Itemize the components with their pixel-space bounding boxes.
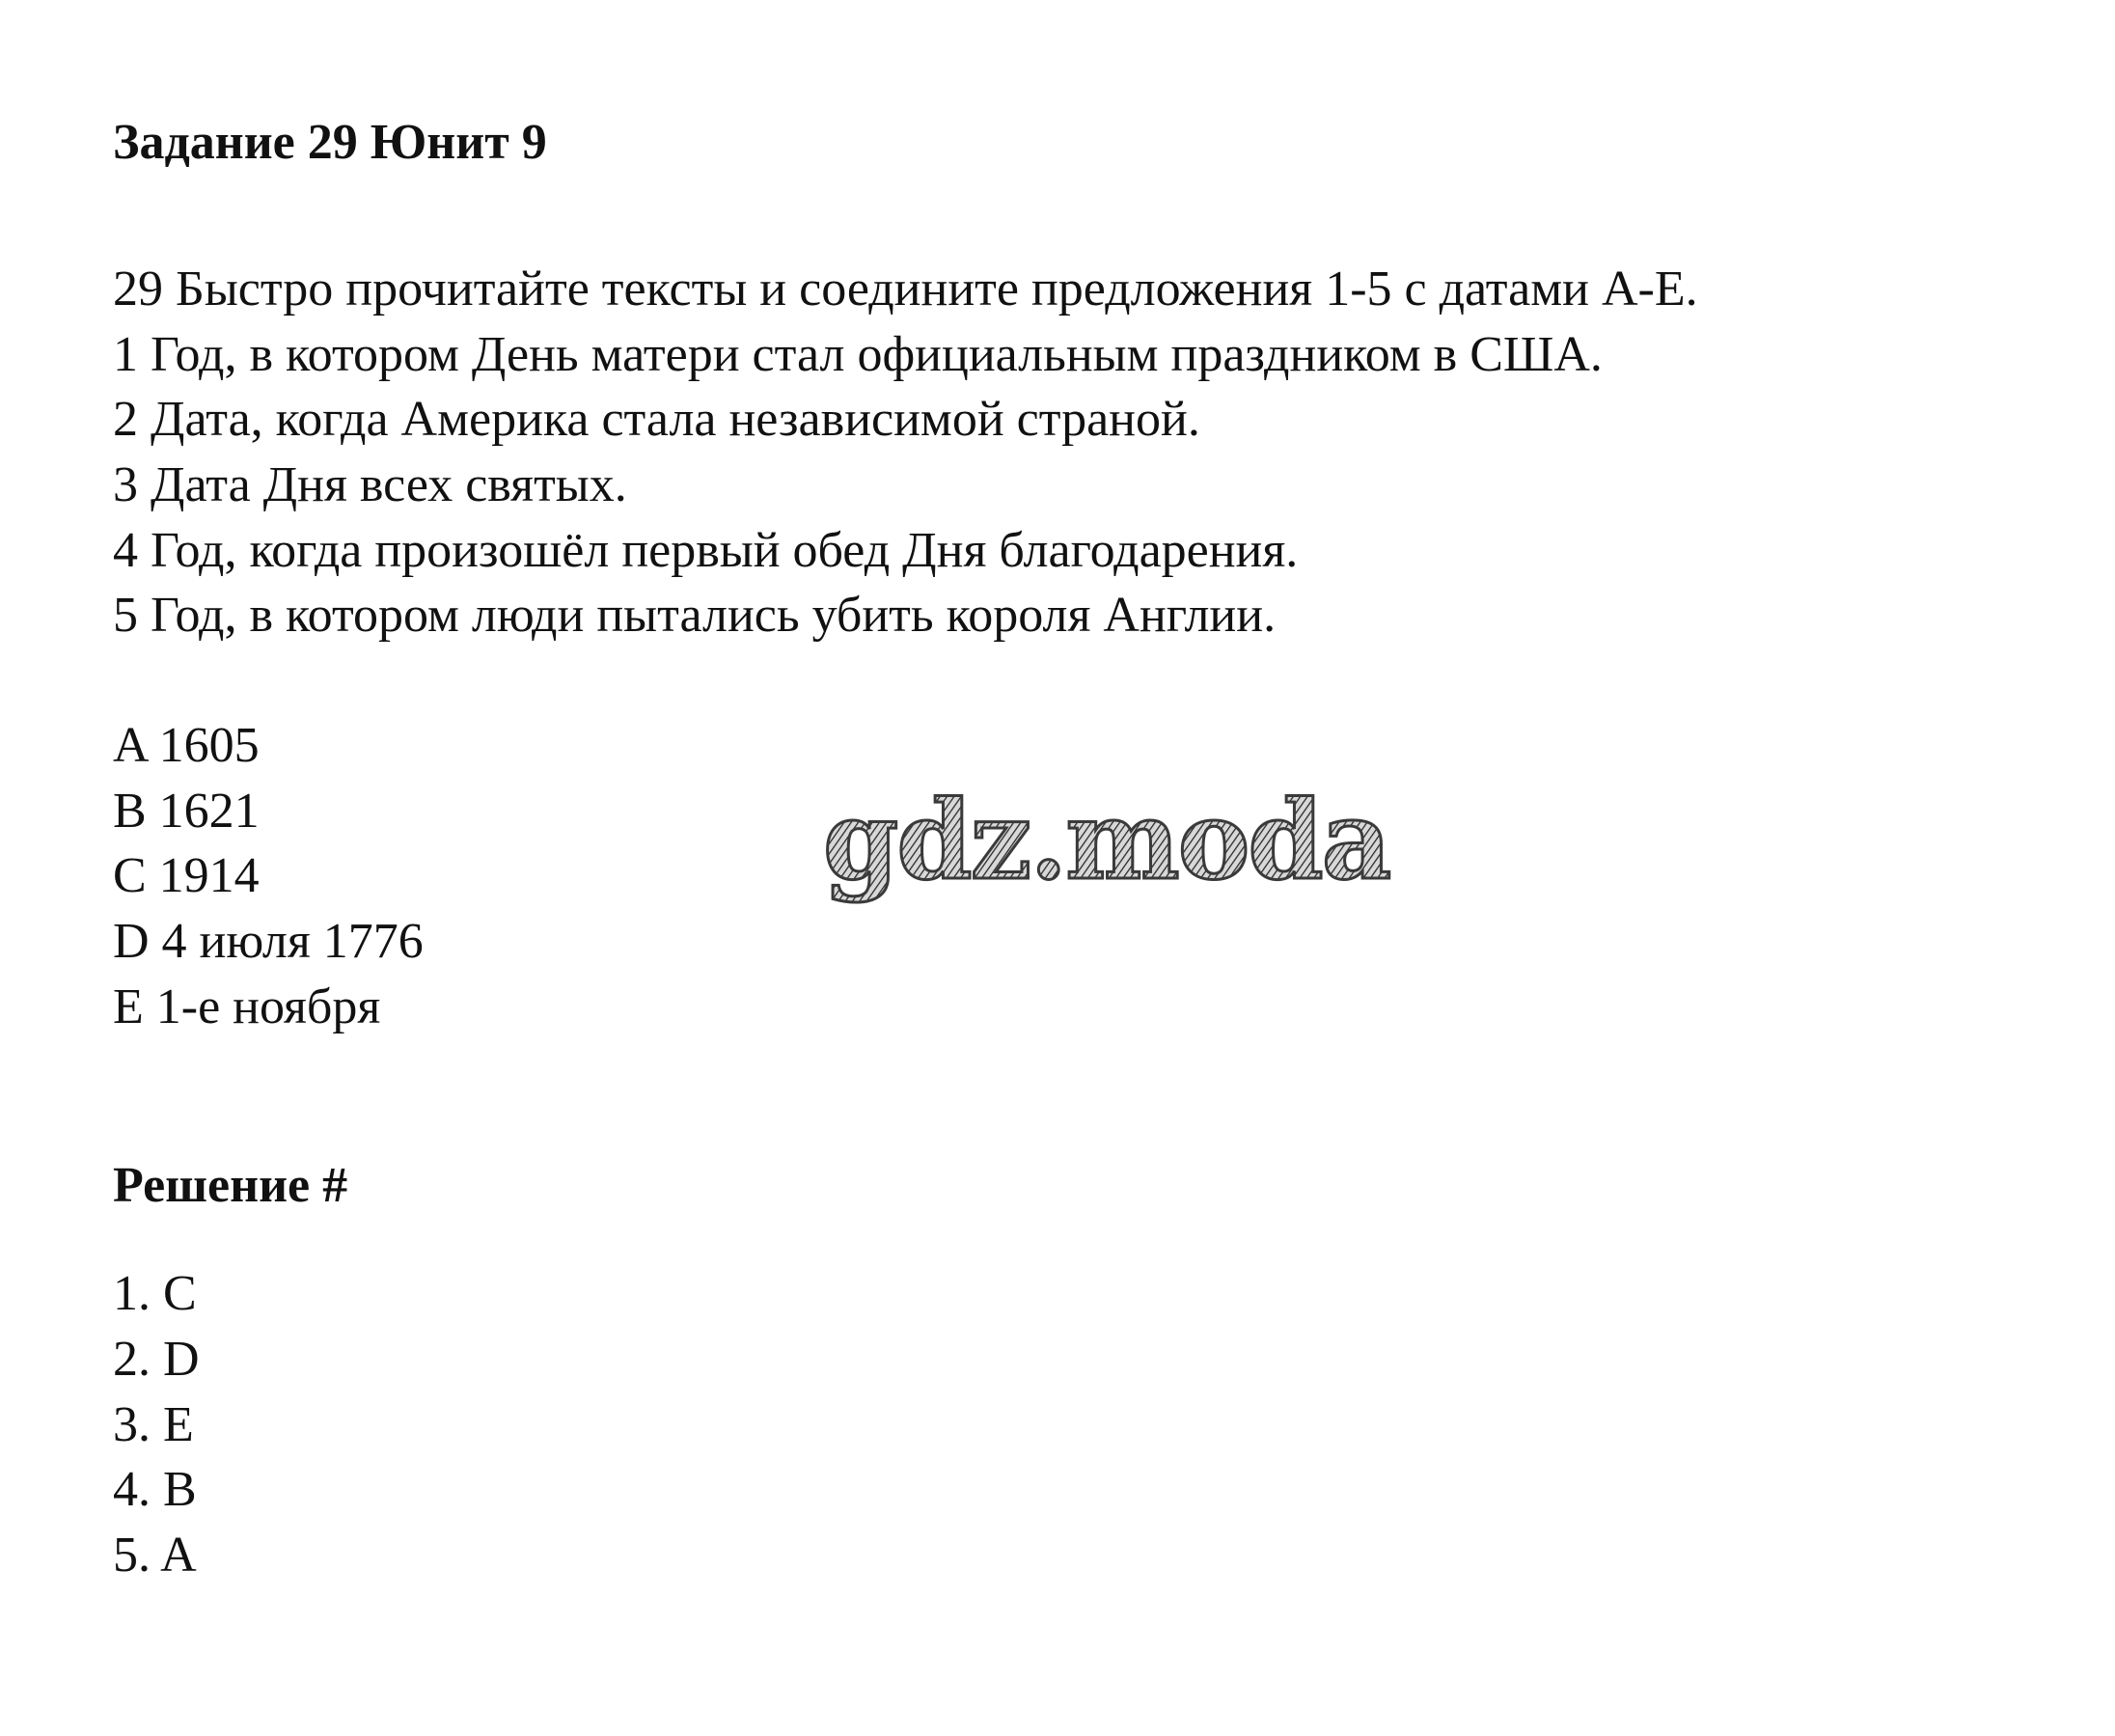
answer-4: 4. B xyxy=(113,1462,197,1517)
sentence-4: 4 Год, когда произошёл первый обед Дня благодарения. xyxy=(113,523,1299,578)
date-b: B 1621 xyxy=(113,784,260,839)
solution-title: Решение # xyxy=(113,1158,348,1213)
answer-3: 3. E xyxy=(113,1397,194,1452)
answer-1: 1. C xyxy=(113,1266,197,1321)
sentence-1: 1 Год, в котором День матери стал официальным праздником в США. xyxy=(113,327,1603,382)
task-title: Задание 29 Юнит 9 xyxy=(113,115,547,170)
date-e: E 1-е ноября xyxy=(113,979,381,1034)
sentence-2: 2 Дата, когда Америка стала независимой страной. xyxy=(113,392,1200,447)
date-a: A 1605 xyxy=(113,718,260,773)
answer-2: 2. D xyxy=(113,1332,200,1387)
date-d: D 4 июля 1776 xyxy=(113,914,424,969)
sentence-5: 5 Год, в котором люди пытались убить короля Англии. xyxy=(113,588,1277,643)
answer-5: 5. A xyxy=(113,1528,197,1583)
task-instruction: 29 Быстро прочитайте тексты и соедините предложения 1-5 с датами A-E. xyxy=(113,262,1698,317)
watermark-text: gdz.moda xyxy=(823,782,1390,904)
watermark-logo xyxy=(815,782,1433,926)
sentence-3: 3 Дата Дня всех святых. xyxy=(113,457,627,512)
date-c: C 1914 xyxy=(113,848,260,903)
